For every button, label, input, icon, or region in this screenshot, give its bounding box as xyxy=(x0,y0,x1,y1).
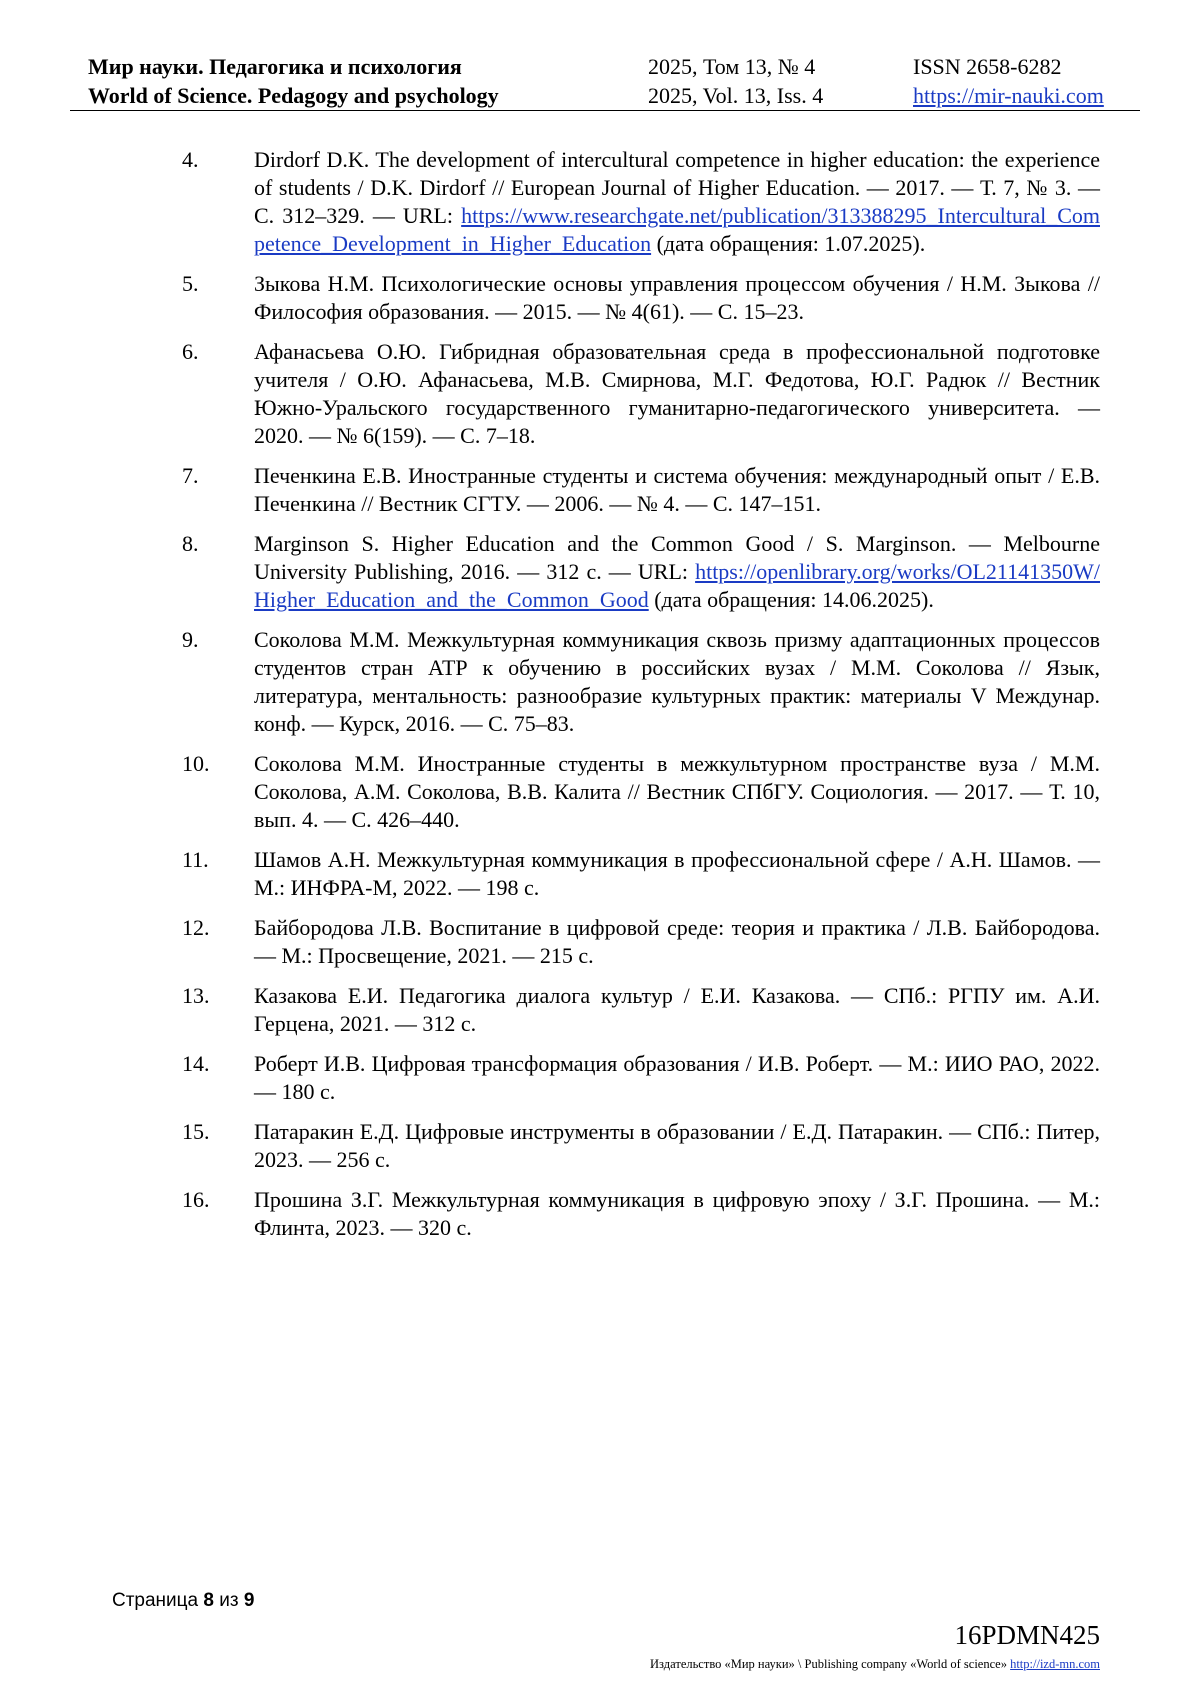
reference-item xyxy=(182,530,1100,614)
publisher-text: Издательство «Мир науки» \ Publishing company «World of science» xyxy=(650,1657,1007,1671)
reference-citation: Соколова М.М. Иностранные студенты в межкультурном пространстве вуза / М.М. Соколова, А.М. Соколова, В.В. Калита // Вестник СПбГУ. Социология. — 2017. — Т. 10, вып. 4. — С. 426–440. xyxy=(254,751,1100,832)
reference-item xyxy=(182,846,1100,902)
reference-citation: Казакова Е.И. Педагогика диалога культур / Е.И. Казакова. — СПб.: РГПУ им. А.И. Герцена, 2021. — 312 с. xyxy=(254,983,1100,1036)
reference-item xyxy=(182,982,1100,1038)
reference-text xyxy=(254,270,1100,326)
reference-access-date: (дата обращения: 1.07.2025). xyxy=(651,231,926,256)
reference-number: 7. xyxy=(182,463,199,488)
reference-text xyxy=(254,750,1100,834)
page-header xyxy=(70,52,1140,111)
page-total: 9 xyxy=(243,1590,255,1611)
reference-text xyxy=(254,982,1100,1038)
reference-access-date: (дата обращения: 14.06.2025). xyxy=(648,587,934,612)
reference-citation: Роберт И.В. Цифровая трансформация образования / И.В. Роберт. — М.: ИИО РАО, 2022. — 180 с. xyxy=(254,1051,1100,1104)
reference-number: 16. xyxy=(182,1187,210,1212)
journal-site-link[interactable]: https://mir-nauki.com xyxy=(913,83,1104,108)
reference-text xyxy=(254,1186,1100,1242)
reference-number: 15. xyxy=(182,1119,210,1144)
reference-text xyxy=(254,1050,1100,1106)
journal-title xyxy=(88,52,499,110)
publisher-link[interactable]: http://izd-mn.com xyxy=(1010,1657,1100,1671)
reference-item xyxy=(182,146,1100,258)
reference-text xyxy=(254,146,1100,258)
reference-text xyxy=(254,914,1100,970)
reference-item xyxy=(182,462,1100,518)
issue-ru: 2025, Том 13, № 4 xyxy=(648,54,816,79)
reference-text xyxy=(254,462,1100,518)
reference-citation: Dirdorf D.K. The development of intercultural competence in higher education: the experience of students / D.K. Dirdorf // European Journal of Higher Education. — 2017. — Т. 7, № 3. — С. 312–329. — URL: xyxy=(254,147,1100,228)
issn: ISSN 2658-6282 xyxy=(913,54,1062,79)
reference-item xyxy=(182,1186,1100,1242)
page-number xyxy=(112,1590,254,1612)
page-current: 8 xyxy=(203,1590,214,1611)
reference-item xyxy=(182,338,1100,450)
journal-title-en: World of Science. Pedagogy and psychology xyxy=(88,83,499,108)
reference-text xyxy=(254,1118,1100,1174)
reference-list xyxy=(182,146,1100,1254)
reference-item xyxy=(182,626,1100,738)
reference-citation: Шамов А.Н. Межкультурная коммуникация в профессиональной сфере / А.Н. Шамов. — М.: ИНФРА-М, 2022. — 198 с. xyxy=(254,847,1100,900)
reference-citation: Marginson S. Higher Education and the Common Good / S. Marginson. — Melbourne University Publishing, 2016. — 312 с. — URL: xyxy=(254,531,1100,584)
reference-citation: Зыкова Н.М. Психологические основы управления процессом обучения / Н.М. Зыкова // Философия образования. — 2015. — № 4(61). — С. 15–23. xyxy=(254,271,1100,324)
article-code: 16PDMN425 xyxy=(954,1620,1100,1650)
reference-url-link[interactable]: https://openlibrary.org/works/OL21141350W/Higher_Education_and_the_Common_Good xyxy=(254,559,1100,612)
journal-title-ru: Мир науки. Педагогика и психология xyxy=(88,54,462,79)
reference-citation: Прошина З.Г. Межкультурная коммуникация в цифровую эпоху / З.Г. Прошина. — М.: Флинта, 2023. — 320 с. xyxy=(254,1187,1100,1240)
reference-item xyxy=(182,914,1100,970)
reference-number: 13. xyxy=(182,983,210,1008)
reference-citation: Байбородова Л.В. Воспитание в цифровой среде: теория и практика / Л.В. Байбородова. — М.: Просвещение, 2021. — 215 с. xyxy=(254,915,1100,968)
reference-citation: Патаракин Е.Д. Цифровые инструменты в образовании / Е.Д. Патаракин. — СПб.: Питер, 2023. — 256 с. xyxy=(254,1119,1100,1172)
reference-number: 4. xyxy=(182,147,199,172)
reference-item xyxy=(182,270,1100,326)
reference-number: 11. xyxy=(182,847,209,872)
reference-number: 9. xyxy=(182,627,199,652)
reference-citation: Афанасьева О.Ю. Гибридная образовательная среда в профессиональной подготовке учителя / О.Ю. Афанасьева, М.В. Смирнова, М.Г. Федотова, Ю.Г. Радюк // Вестник Южно-Уральского государственного гуманитарно-педагогического университета. — 2020. — № 6(159). — С. 7–18. xyxy=(254,339,1100,448)
reference-text xyxy=(254,338,1100,450)
reference-citation: Печенкина Е.В. Иностранные студенты и система обучения: международный опыт / Е.В. Печенкина // Вестник СГТУ. — 2006. — № 4. — С. 147–151. xyxy=(254,463,1100,516)
reference-text xyxy=(254,626,1100,738)
reference-item xyxy=(182,1118,1100,1174)
publisher-line xyxy=(650,1657,1100,1672)
reference-text xyxy=(254,846,1100,902)
reference-item xyxy=(182,750,1100,834)
issue-en: 2025, Vol. 13, Iss. 4 xyxy=(648,83,824,108)
reference-citation: Соколова М.М. Межкультурная коммуникация сквозь призму адаптационных процессов студентов стран АТР к обучению в российских вузах / М.М. Соколова // Язык, литература, ментальность: разнообразие культурных практик: материалы V Междунар. конф. — Курск, 2016. — С. 75–83. xyxy=(254,627,1100,736)
reference-number: 6. xyxy=(182,339,199,364)
reference-number: 14. xyxy=(182,1051,210,1076)
reference-url-link[interactable]: https://www.researchgate.net/publication/313388295_Intercultural_Competence_Development_in_Higher_Education xyxy=(254,203,1100,256)
issn-block xyxy=(913,52,1104,110)
reference-number: 8. xyxy=(182,531,199,556)
reference-number: 5. xyxy=(182,271,199,296)
reference-number: 12. xyxy=(182,915,210,940)
issue-info xyxy=(648,52,823,110)
reference-item xyxy=(182,1050,1100,1106)
page-label: Страница xyxy=(112,1590,199,1611)
reference-number: 10. xyxy=(182,751,210,776)
reference-text xyxy=(254,530,1100,614)
page-of: из xyxy=(219,1590,239,1611)
